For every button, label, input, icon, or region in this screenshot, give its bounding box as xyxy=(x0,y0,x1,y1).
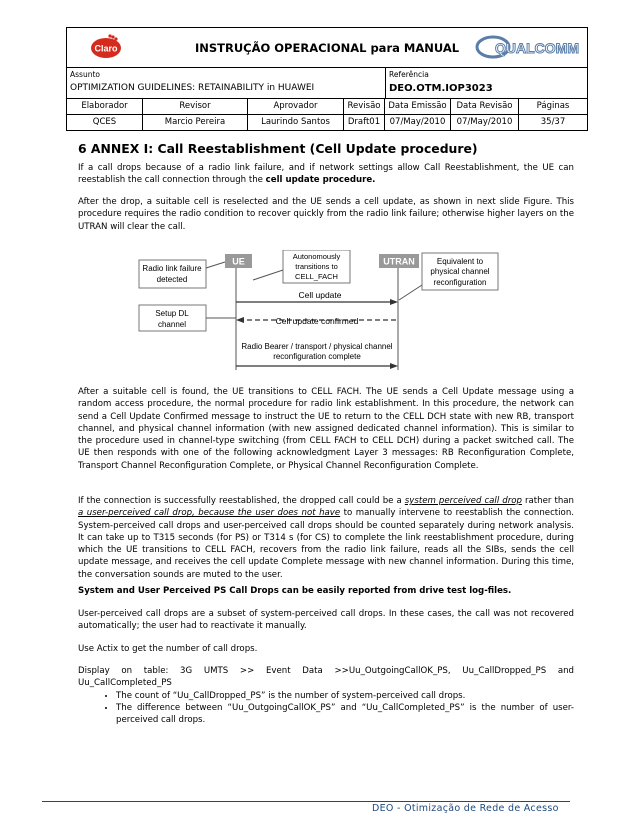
val-elaborador: QCES xyxy=(67,115,143,130)
p1-bold: cell update procedure. xyxy=(265,175,376,186)
auto-connector xyxy=(253,270,283,280)
paragraph-3 xyxy=(78,386,574,472)
p6-text: User-perceived call drops are a subset of system-perceived call drops. In these cases, the call was not recovered automatically; the user had to reactivate it manually. xyxy=(78,609,574,632)
val-revisor: Marcio Pereira xyxy=(143,115,248,130)
p1-text: If a call drops because of a radio link failure, and if network settings allow Call Reestablishment, the UE can reestablish the call connection through the xyxy=(78,163,574,186)
p4-a: If the connection is successfully reestablished, the dropped call could be a xyxy=(78,496,405,506)
referencia-label: Referência xyxy=(389,70,429,79)
p4-c: to manually intervene to reestablish the connection. System-perceived call drops and user-perceived call drops should be counted separately during network analysis. It can take up to T315 seconds (for PS) or T314 s (for CS) to complete the link reestablishment procedure, during which the UE transitions to CELL FACH, recovers from the radio link failure, reads all the SIBs, sends the cell update message, and receives the cell update Complete message with new channel information. During this time, the conversation sounds are muted to the user. xyxy=(78,508,574,580)
cell-update-diagram xyxy=(133,250,583,372)
header-title: INSTRUÇÃO OPERACIONAL para MANUAL xyxy=(194,41,460,55)
rb-line1: Radio Bearer / transport / physical channel xyxy=(241,342,393,351)
paragraph-7 xyxy=(78,643,574,655)
setup-line2: channel xyxy=(157,320,187,329)
p4-italic-2: a user-perceived call drop, because the user does not have xyxy=(78,508,341,519)
referencia-cell xyxy=(386,68,587,98)
p4-b: rather than xyxy=(521,496,574,506)
rlf-line1: Radio link failure xyxy=(142,264,202,273)
col-revisor: Revisor xyxy=(143,99,248,114)
val-data-revisao: 07/May/2010 xyxy=(451,115,519,130)
header-columns-row xyxy=(67,99,587,115)
col-data-emissao: Data Emissão xyxy=(385,99,451,114)
p8-text: Display on table: 3G UMTS >> Event Data >>Uu_OutgoingCallOK_PS, Uu_CallDropped_PS and Uu_CallCompleted_PS xyxy=(78,666,574,689)
val-aprovador: Laurindo Santos xyxy=(248,115,344,130)
cell-update-confirmed-arrowhead xyxy=(236,317,244,323)
qualcomm-logo xyxy=(473,34,583,60)
svg-text:QUALCOMM: QUALCOMM xyxy=(495,40,579,56)
bullet-item: • The difference between “Uu_OutgoingCallOK_PS” and “Uu_CallCompleted_PS” is the number of user-perceived call drops. xyxy=(116,702,574,727)
ue-label: UE xyxy=(232,256,245,267)
paragraph-1 xyxy=(78,162,574,187)
footer-divider xyxy=(42,801,570,802)
rlf-line2: detected xyxy=(156,275,188,284)
auto-line1: Autonomously xyxy=(292,252,341,261)
auto-line3: CELL_FACH xyxy=(295,272,338,281)
rb-complete-arrowhead xyxy=(390,363,398,369)
paragraph-8 xyxy=(78,665,574,726)
equiv-connector xyxy=(399,285,422,300)
col-aprovador: Aprovador xyxy=(248,99,344,114)
assunto-value: OPTIMIZATION GUIDELINES: RETAINABILITY in HUAWEI xyxy=(70,83,315,93)
rlf-connector xyxy=(206,262,225,268)
equiv-line3: reconfiguration xyxy=(433,278,487,287)
header-values-row xyxy=(67,115,587,130)
section-heading: 6 ANNEX I: Call Reestablishment (Cell Update procedure) xyxy=(78,141,478,156)
cell-update-label: Cell update xyxy=(298,290,342,300)
p4-italic-1: system perceived call drop xyxy=(404,496,522,506)
assunto-label: Assunto xyxy=(70,70,100,79)
col-paginas: Páginas xyxy=(536,101,570,111)
paragraph-6 xyxy=(78,608,574,633)
svg-text:Claro: Claro xyxy=(94,43,118,54)
val-paginas: 35/37 xyxy=(540,117,566,127)
document-header xyxy=(66,27,588,131)
p3-text: After a suitable cell is found, the UE transitions to CELL FACH. The UE sends a Cell Update message using a random access procedure, the normal procedure for radio link establishment. In this procedure, the network can send a Cell Update Confirmed message to instruct the UE to return to the CELL DCH state with new RB, transport channel, and physical channel information (with new assigned dedicated channel information). This is similar to the procedure used in channel-type switching (from CELL FACH to CELL DCH) during a packet switched call. The UE then responds with one of the following acknowledgment Layer 3 messages: RB Reconfiguration Complete, Transport Channel Reconfiguration Complete, or Physical Channel Reconfiguration Complete. xyxy=(78,387,574,471)
equiv-line1: Equivalent to xyxy=(436,257,484,266)
col-elaborador: Elaborador xyxy=(67,99,143,114)
header-title-row xyxy=(67,28,587,68)
header-subject-row xyxy=(67,68,587,99)
cell-update-arrowhead xyxy=(390,299,398,305)
p7-text: Use Actix to get the number of call drops. xyxy=(78,644,258,654)
footer-text: DEO - Otimização de Rede de Acesso xyxy=(372,803,559,814)
auto-line2: transitions to xyxy=(295,262,338,271)
val-revisao: Draft01 xyxy=(344,115,385,130)
equiv-line2: physical channel xyxy=(430,267,490,276)
paragraph-5 xyxy=(78,585,574,597)
bullet-item: • The count of “Uu_CallDropped_PS” is the number of system-perceived call drops. xyxy=(116,690,574,702)
utran-label: UTRAN xyxy=(383,256,415,267)
cell-update-confirmed-label: Cell update confirmed xyxy=(275,316,359,326)
setup-line1: Setup DL xyxy=(155,309,189,318)
col-data-revisao: Data Revisão xyxy=(451,99,519,114)
paragraph-2 xyxy=(78,196,574,233)
paragraph-4 xyxy=(78,495,574,581)
p5-bold: System and User Perceived PS Call Drops can be easily reported from drive test log-files. xyxy=(78,586,512,596)
col-revisao: Revisão xyxy=(344,99,385,114)
assunto-cell xyxy=(67,68,386,98)
val-data-emissao: 07/May/2010 xyxy=(385,115,451,130)
referencia-value: DEO.OTM.IOP3023 xyxy=(389,83,493,94)
p2-text: After the drop, a suitable cell is reselected and the UE sends a cell update, as shown in next slide Figure. This procedure requires the radio condition to recover quickly from the radio link failure; otherwise higher layers on the UTRAN will clear the call. xyxy=(78,197,574,232)
bullet-list xyxy=(78,690,574,727)
rb-line2: reconfiguration complete xyxy=(273,352,361,361)
